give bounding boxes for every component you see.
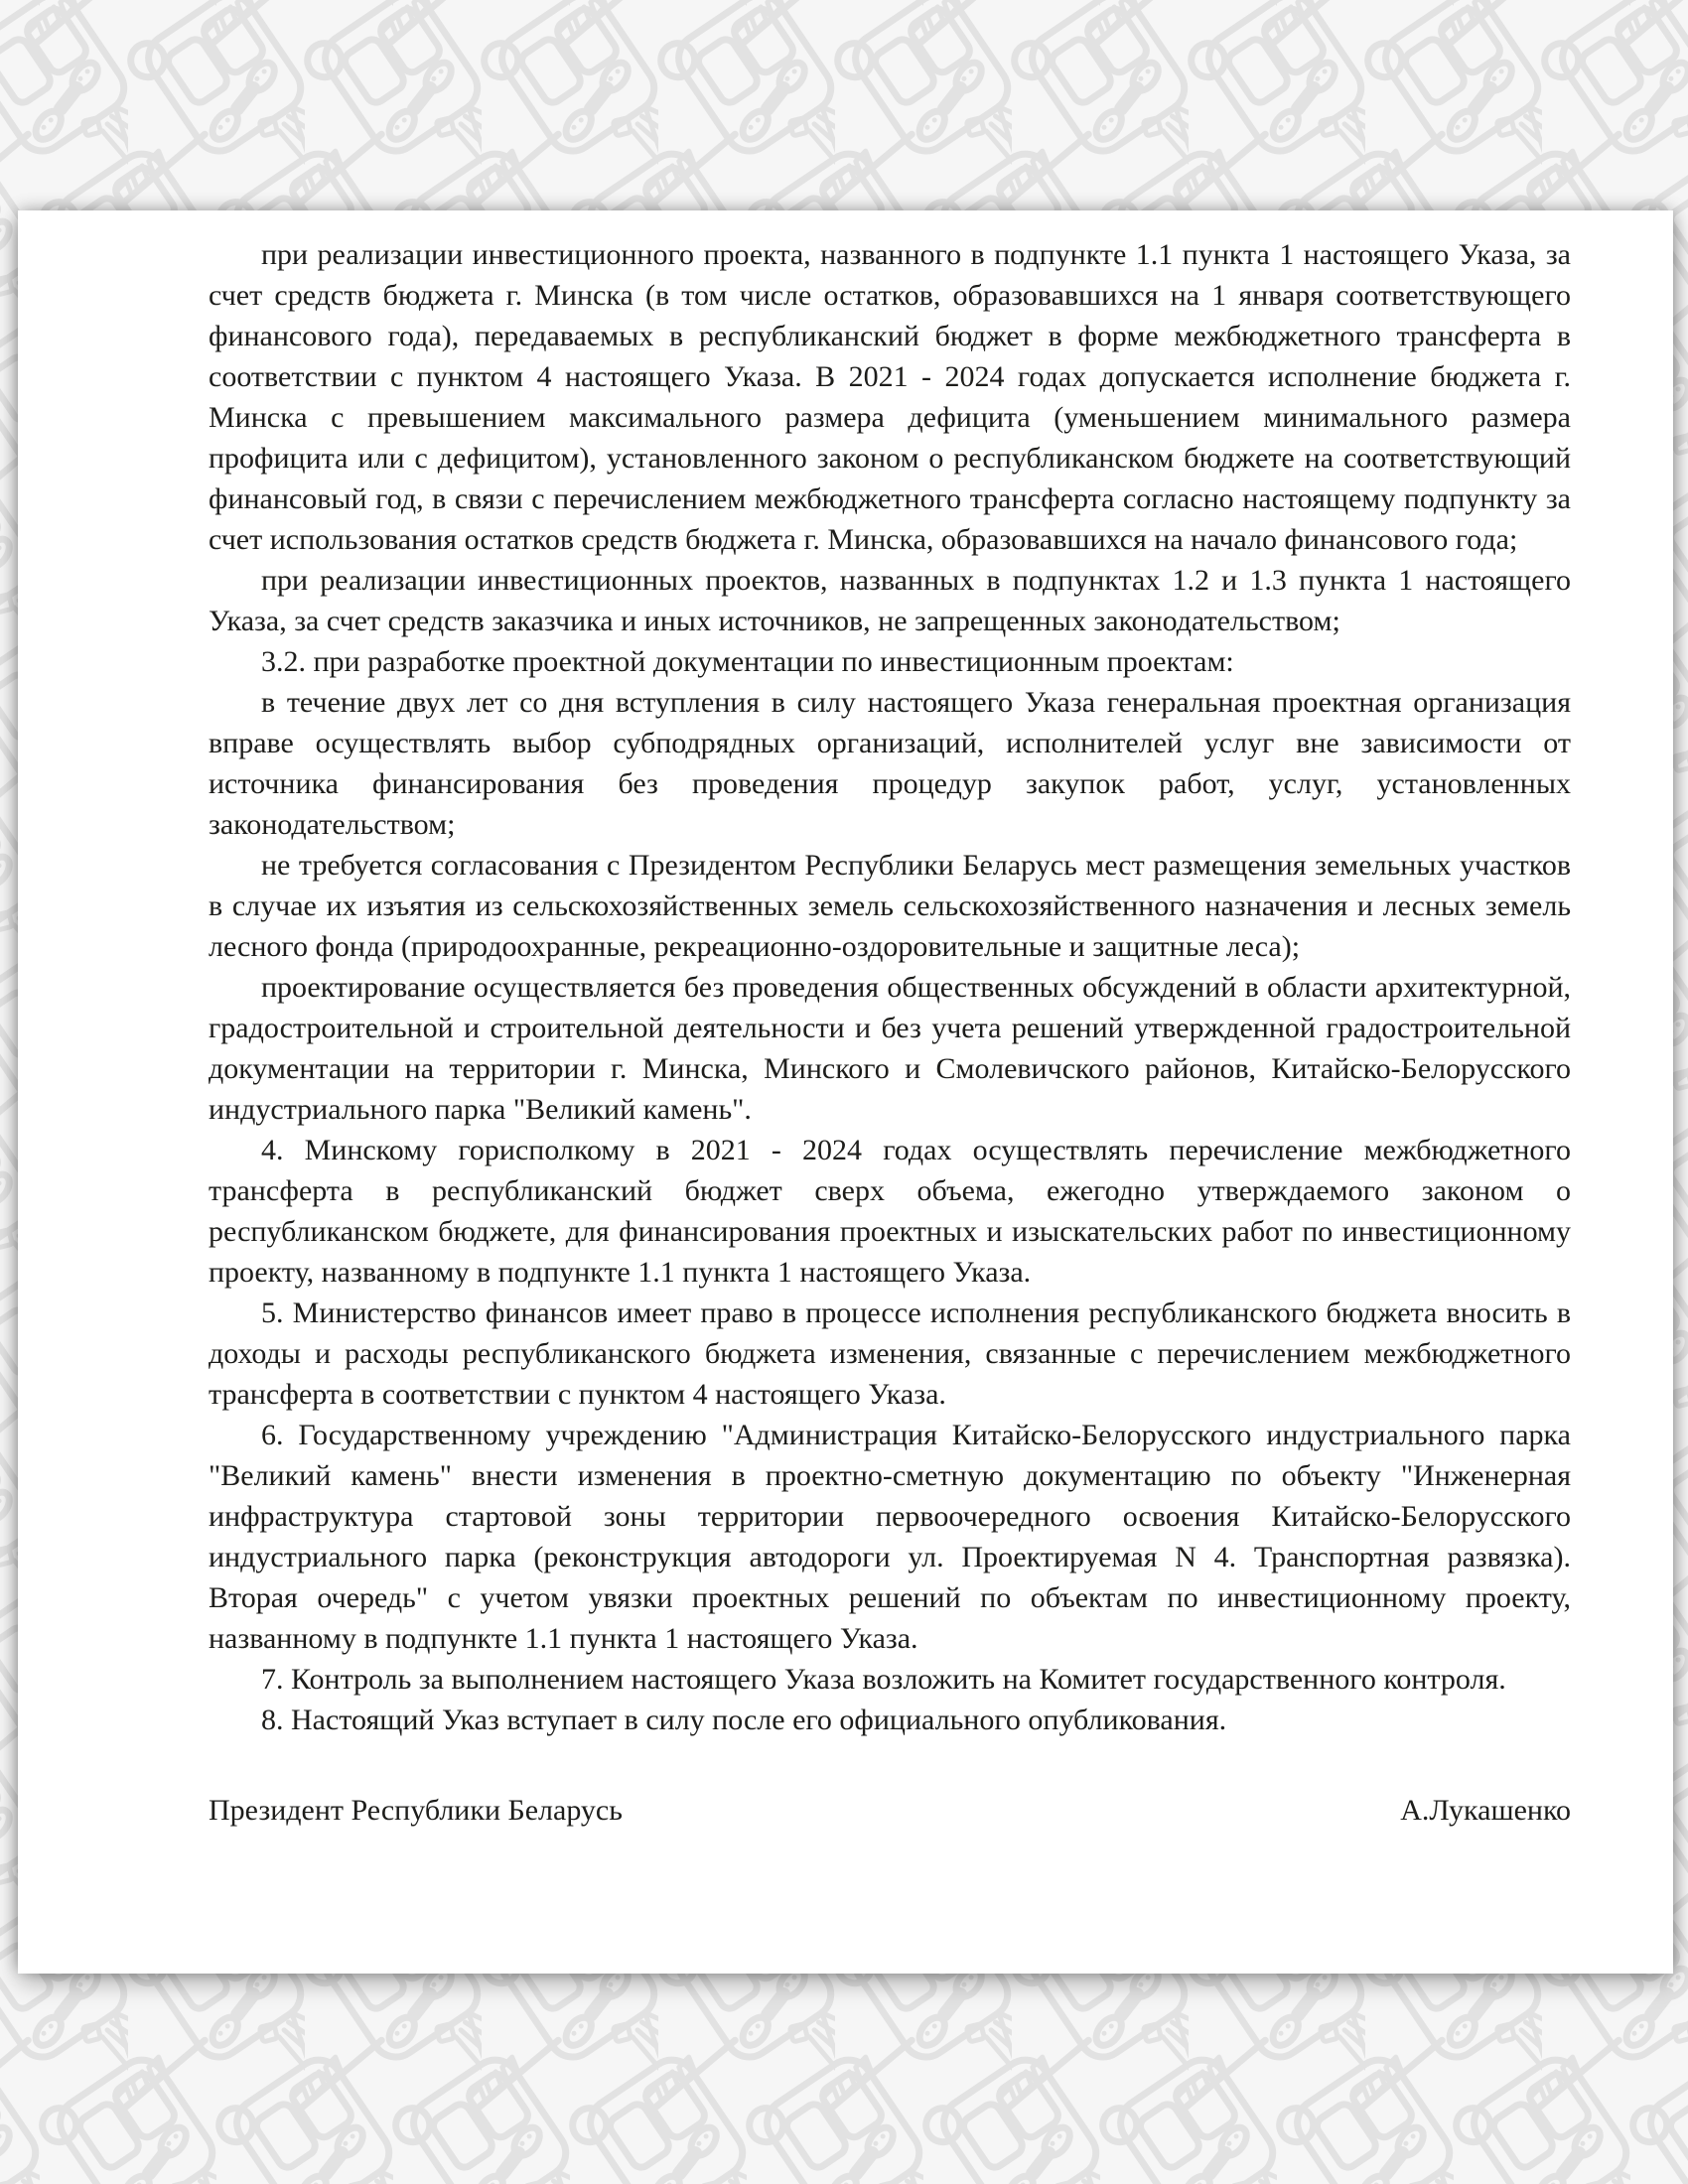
- document-paragraph: проектирование осуществляется без проведения общественных обсуждений в области архитектурной, градостроительной и строительной деятельности и без учета решений утвержденной градостроительной документации на территории г. Минска, Минского и Смолевичского районов, Китайско-Белорусского индустриального парка "Великий камень".: [209, 971, 1571, 1126]
- document-paragraph: в течение двух лет со дня вступления в силу настоящего Указа генеральная проектная организация вправе осуществлять выбор субподрядных организаций, исполнителей услуг вне зависимости от источника финансирования без проведения процедур закупок работ, услуг, установленных законодательством;: [209, 686, 1571, 841]
- signature-title: Президент Республики Беларусь: [209, 1794, 623, 1827]
- watermark-tile: [1549, 2022, 1688, 2184]
- document-paragraph: не требуется согласования с Президентом Республики Беларусь мест размещения земельных участков в случае их изъятия из сельскохозяйственных земель сельскохозяйственного назначения и лесных земель лесного фонда (природоохранные, рекреационно-оздоровительные и защитные леса);: [209, 849, 1571, 963]
- document-paragraph: при реализации инвестиционного проекта, названного в подпункте 1.1 пункта 1 настоящего Указа, за счет средств бюджета г. Минска (в том числе остатков, образовавшихся на 1 января соответствующего финансового года), передаваемых в республиканский бюджет в форме межбюджетного трансферта в соответствии с пунктом 4 настоящего Указа. В 2021 - 2024 годах допускается исполнение бюджета г. Минска с превышением максимального размера дефицита (уменьшением минимального размера профицита или с дефицитом), установленного законом о республиканском бюджете на соответствующий финансовый год, в связи с перечислением межбюджетного трансферта согласно настоящему подпункту за счет использования остатков средств бюджета г. Минска, образовавшихся на начало финансового года;: [209, 238, 1571, 556]
- document-paragraph: 8. Настоящий Указ вступает в силу после его официального опубликования.: [261, 1704, 1227, 1736]
- cash-register-icon: [1549, 2022, 1688, 2184]
- document-paragraph: 3.2. при разработке проектной документации по инвестиционным проектам:: [261, 645, 1234, 678]
- signature-row: [209, 1790, 1571, 1831]
- signature-name: А.Лукашенко: [1400, 1794, 1571, 1827]
- document-paragraph: 5. Министерство финансов имеет право в процессе исполнения республиканского бюджета вносить в доходы и расходы республиканского бюджета изменения, связанные с перечислением межбюджетного трансферта в соответствии с пунктом 4 настоящего Указа.: [209, 1297, 1571, 1411]
- document-paragraph: 4. Минскому горисполкому в 2021 - 2024 годах осуществлять перечисление межбюджетного трансферта в республиканский бюджет сверх объема, ежегодно утверждаемого законом о республиканском бюджете, для финансирования проектных и изыскательских работ по инвестиционному проекту, названному в подпункте 1.1 пункта 1 настоящего Указа.: [209, 1134, 1571, 1289]
- document-paragraph: при реализации инвестиционных проектов, названных в подпунктах 1.2 и 1.3 пункта 1 настоящего Указа, за счет средств заказчика и иных источников, не запрещенных законодательством;: [209, 564, 1571, 637]
- decree-text-block: [209, 234, 1571, 1831]
- document-paragraph: 7. Контроль за выполнением настоящего Указа возложить на Комитет государственного контроля.: [261, 1663, 1506, 1696]
- scanned-document-page: [18, 210, 1673, 1974]
- document-paragraph: 6. Государственному учреждению "Администрация Китайско-Белорусского индустриального парка "Великий камень" внести изменения в проектно-сметную документацию по объекту "Инженерная инфраструктура стартовой зоны территории первоочередного освоения Китайско-Белорусского индустриального парка (реконструкция автодороги ул. Проектируемая N 4. Транспортная развязка). Вторая очередь" с учетом увязки проектных решений по объектам по инвестиционному проекту, названному в подпункте 1.1 пункта 1 настоящего Указа.: [209, 1419, 1571, 1655]
